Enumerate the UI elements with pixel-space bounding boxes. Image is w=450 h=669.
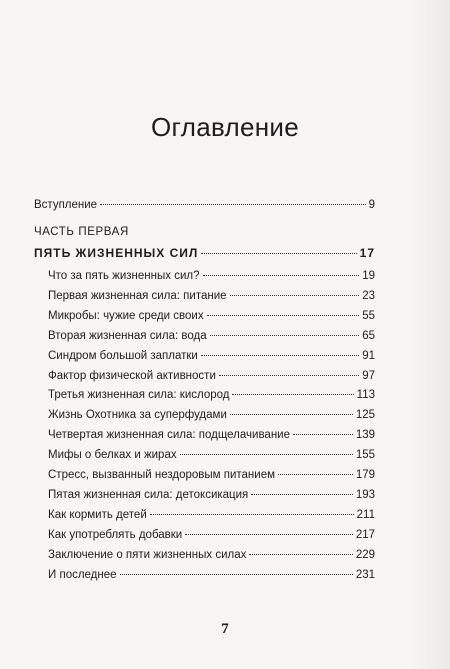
dot-leader (150, 514, 354, 515)
dot-leader (251, 494, 353, 495)
toc-entry-page: 231 (355, 568, 375, 581)
toc-entry-label: Заключение о пяти жизненных силах (48, 548, 247, 561)
toc-part-title[interactable] (34, 246, 375, 260)
toc-entry-label: Микробы: чужие среди своих (48, 309, 204, 322)
toc-entry[interactable] (48, 468, 375, 482)
dot-leader (230, 414, 353, 415)
toc-entry-page: 91 (362, 349, 375, 362)
toc-entry-label: Как кормить детей (48, 508, 147, 521)
toc-entry-label: Вторая жизненная сила: вода (48, 329, 207, 342)
page-edge-shadow (410, 0, 450, 669)
toc-entry-label: Жизнь Охотника за суперфудами (48, 409, 227, 422)
toc-entry-label: И последнее (48, 568, 117, 581)
part-label: ЧАСТЬ ПЕРВАЯ (34, 226, 129, 238)
toc-entry-page: 65 (362, 329, 375, 342)
dot-leader (180, 454, 353, 455)
dot-leader (120, 574, 353, 575)
toc-entry[interactable] (48, 289, 375, 303)
toc-entry-label: Пятая жизненная сила: детоксикация (48, 488, 249, 501)
toc-entry[interactable] (48, 269, 375, 283)
toc-entry[interactable] (48, 528, 375, 542)
toc-entry-label: Четвертая жизненная сила: подщелачивание (48, 429, 290, 442)
toc-entry[interactable] (48, 568, 375, 582)
page-title: Оглавление (151, 112, 299, 142)
toc-entry[interactable] (48, 548, 375, 562)
dot-leader (210, 335, 360, 336)
toc-entry[interactable] (48, 388, 375, 402)
toc-part-title-page: 17 (359, 246, 375, 260)
toc-entry-page: 193 (355, 488, 375, 501)
toc-entry-page: 113 (356, 389, 375, 402)
toc-entry-label: Синдром большой заплатки (48, 349, 198, 362)
toc-entry[interactable] (48, 428, 375, 442)
dot-leader (232, 394, 353, 395)
toc-entry[interactable] (48, 508, 375, 522)
toc-entry-label: Мифы о белках и жирах (48, 449, 177, 462)
toc-entry-intro[interactable] (34, 198, 375, 212)
toc-entry-page: 23 (362, 289, 375, 302)
toc-entry-label: Вступление (34, 199, 98, 211)
toc-entry[interactable] (48, 408, 375, 422)
toc-entry-page: 179 (355, 469, 375, 481)
dot-leader (293, 434, 353, 435)
dot-leader (201, 355, 359, 356)
toc-entry-label: Третья жизненная сила: кислород (48, 389, 230, 402)
toc-entry-page: 97 (362, 369, 375, 382)
dot-leader (203, 275, 360, 276)
page-number: 7 (221, 621, 229, 637)
dot-leader (230, 295, 360, 296)
dot-leader (249, 554, 352, 555)
dot-leader (185, 534, 353, 535)
toc-entry-page: 19 (362, 270, 375, 282)
toc-entry-page: 9 (368, 199, 375, 211)
toc-part-title-label: ПЯТЬ ЖИЗНЕННЫХ СИЛ (34, 246, 199, 260)
toc-entry-page: 211 (356, 508, 375, 521)
dot-leader (207, 315, 360, 316)
toc-entry-page: 155 (355, 449, 375, 462)
dot-leader (201, 253, 356, 254)
toc-entry[interactable] (48, 488, 375, 502)
toc-entry-label: Как употреблять добавки (48, 528, 183, 541)
toc-entry[interactable] (48, 349, 375, 363)
toc-entry-page: 229 (355, 548, 375, 561)
toc-entry-label: Что за пять жизненных сил? (48, 270, 200, 282)
toc-entry-page: 55 (362, 309, 375, 322)
toc-entry-label: Фактор физической активности (48, 369, 216, 382)
toc-entry[interactable] (48, 369, 375, 383)
toc-entry[interactable] (48, 329, 375, 343)
dot-leader (219, 375, 359, 376)
dot-leader (100, 204, 366, 205)
toc-entry-page: 139 (355, 429, 375, 442)
toc-entry[interactable] (48, 309, 375, 323)
toc-entry-label: Стресс, вызванный нездоровым питанием (48, 469, 276, 481)
toc-entry-label: Первая жизненная сила: питание (48, 289, 227, 302)
dot-leader (278, 474, 353, 475)
toc-entry[interactable] (48, 448, 375, 462)
toc-entry-page: 125 (355, 409, 375, 422)
toc-entry-page: 217 (355, 528, 375, 541)
